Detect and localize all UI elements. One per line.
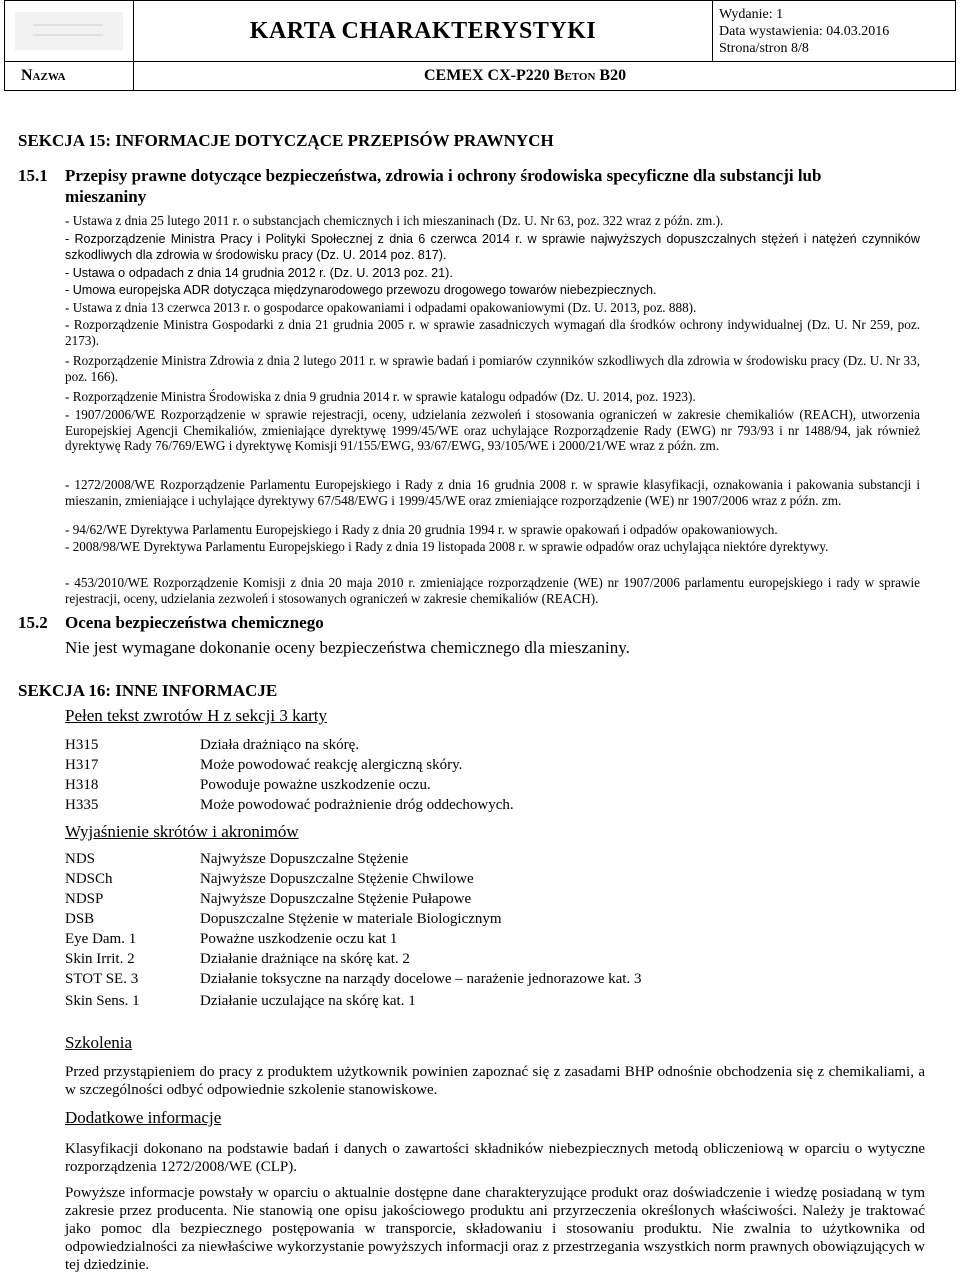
abbr-text: Działanie toksyczne na narządy docelowe – narażenie jednorazowe kat. 3	[200, 971, 642, 987]
list-item: - 94/62/WE Dyrektywa Parlamentu Europejskiego i Rady z dnia 20 grudnia 1994 r. w sprawie opakowań i odpadów opakowaniowych.	[65, 522, 778, 537]
list-item: - Ustawa z dnia 13 czerwca 2013 r. o gospodarce opakowaniami i odpadami opakowaniowymi (Dz. U. 2013, poz. 888).	[65, 300, 697, 315]
list-item: - Ustawa z dnia 25 lutego 2011 r. o substancjach chemicznych i ich mieszaninach (Dz. U. Nr 63, poz. 322 wraz z późn. zm.).	[65, 213, 724, 228]
list-item: - Rozporządzenie Ministra Gospodarki z dnia 21 grudnia 2005 r. w sprawie zasadniczych wymagań dla środków ochrony indywidualnej (Dz. U. Nr 259, poz. 2173).	[65, 317, 920, 348]
abbr-code: Skin Irrit. 2	[65, 951, 135, 967]
list-item: - Umowa europejska ADR dotycząca międzynarodowego przewozu drogowego towarów niebezpiecznych.	[65, 283, 657, 297]
abbreviations-header: Wyjaśnienie skrótów i akronimów	[65, 822, 299, 841]
h-code: H315	[65, 737, 99, 753]
document-info	[713, 1, 956, 62]
subsection-15-2-title: Ocena bezpieczeństwa chemicznego	[65, 613, 324, 632]
h-code: H318	[65, 777, 99, 793]
abbr-text: Najwyższe Dopuszczalne Stężenie Chwilowe	[200, 871, 474, 887]
abbr-code: Skin Sens. 1	[65, 993, 140, 1009]
h-text: Powoduje poważne uszkodzenie oczu.	[200, 777, 431, 793]
additional-info-text-2: Powyższe informacje powstały w oparciu o aktualnie dostępne dane charakteryzujące produkt oraz doświadczenie i wiedzę posiadaną w tym zakresie przez producenta. Nie stanowią one opisu jakościowego produktu ani przyrzeczenia określonych właściwości. Należy je traktować jako pomoc dla bezpiecznego postępowania w transporcie, składowaniu i stosowaniu produktu. Nie zwalnia to użytkownika od odpowiedzialności za niewłaściwe wykorzystanie powyższych informacji oraz z przestrzegania wszystkich norm prawnych obowiązujących w tej dziedzinie.	[65, 1185, 925, 1273]
h-phrases-header: Pełen tekst zwrotów H z sekcji 3 karty	[65, 706, 328, 725]
product-name: CEMEX CX-P220 Beton B20	[134, 62, 956, 91]
abbr-code: NDSP	[65, 891, 104, 907]
abbr-text: Dopuszczalne Stężenie w materiale Biologicznym	[200, 911, 502, 927]
document-title: KARTA CHARAKTERYSTYKI	[134, 1, 713, 62]
subsection-15-1-title-cont: mieszaniny	[65, 187, 147, 206]
training-header: Szkolenia	[65, 1033, 133, 1052]
abbr-text: Działanie drażniące na skórę kat. 2	[200, 951, 410, 967]
section-16-title: SEKCJA 16: INNE INFORMACJE	[18, 681, 278, 700]
additional-info-text-1: Klasyfikacji dokonano na podstawie badań i danych o zawartości składników niebezpiecznych metodą obliczeniową w oparciu o wytyczne rozporządzenia 1272/2008/WE (CLP).	[65, 1141, 925, 1175]
list-item: - Rozporządzenie Ministra Pracy i Polityki Społecznej z dnia 6 czerwca 2014 r. w sprawie najwyższych dopuszczalnych stężeń i natężeń czynników szkodliwych dla zdrowia w środowisku pracy (Dz. U. 2014 poz. 817).	[65, 232, 920, 262]
subsection-15-2-text: Nie jest wymagane dokonanie oceny bezpieczeństwa chemicznego dla mieszaniny.	[65, 638, 630, 657]
list-item: - 1907/2006/WE Rozporządzenie w sprawie rejestracji, oceny, udzielania zezwoleń i stosowania ograniczeń w zakresie chemikaliów (REACH), utworzenia Europejskiej Agencji Chemikaliów, zmieniające dyrektywę 1999/45/WE oraz uchylające Rozporządzenie Rady (EWG) nr 793/93 i nr 1488/94, jak również dyrektywę Rady 76/769/EWG i dyrektywę Komisji 91/155/EWG, 93/67/EWG, 93/105/WE i 2000/21/WE wraz z późn. zm.	[65, 407, 920, 454]
abbr-text: Działanie uczulające na skórę kat. 1	[200, 993, 416, 1009]
additional-info-header: Dodatkowe informacje	[65, 1108, 222, 1127]
company-logo	[5, 1, 134, 62]
document-header	[4, 0, 956, 86]
abbr-code: DSB	[65, 911, 95, 927]
subsection-15-1-title: Przepisy prawne dotyczące bezpieczeństwa, zdrowia i ochrony środowiska specyficzne dla substancji lub	[65, 166, 822, 185]
subsection-15-1-number: 15.1	[18, 166, 48, 185]
list-item: - Rozporządzenie Ministra Zdrowia z dnia 2 lutego 2011 r. w sprawie badań i pomiarów czynników szkodliwych dla zdrowia w środowisku pracy (Dz. U. Nr 33, poz. 166).	[65, 353, 920, 384]
abbr-text: Najwyższe Dopuszczalne Stężenie Pułapowe	[200, 891, 472, 907]
abbr-text: Poważne uszkodzenie oczu kat 1	[200, 931, 398, 947]
abbr-code: NDS	[65, 851, 96, 867]
abbr-text: Najwyższe Dopuszczalne Stężenie	[200, 851, 409, 867]
issue-date: Data wystawienia: 04.03.2016	[719, 23, 890, 39]
list-item: - 453/2010/WE Rozporządzenie Komisji z dnia 20 maja 2010 r. zmieniające rozporządzenie (WE) nr 1907/2006 parlamentu europejskiego i rady w sprawie rejestracji, oceny, udzielania zezwoleń i stosowanych ograniczeń w zakresie chemikaliów (REACH).	[65, 575, 920, 606]
name-label: Nazwa	[5, 62, 134, 91]
h-code: H317	[65, 757, 99, 773]
section-15-title: SEKCJA 15: INFORMACJE DOTYCZĄCE PRZEPISÓW PRAWNYCH	[18, 131, 554, 150]
abbr-code: STOT SE. 3	[65, 971, 139, 987]
list-item: - 2008/98/WE Dyrektywa Parlamentu Europejskiego i Rady z dnia 19 listopada 2008 r. w sprawie odpadów oraz uchylająca niektóre dyrektywy.	[65, 539, 829, 554]
abbr-code: Eye Dam. 1	[65, 931, 137, 947]
edition: Wydanie: 1	[719, 6, 784, 22]
list-item: - 1272/2008/WE Rozporządzenie Parlamentu Europejskiego i Rady z dnia 16 grudnia 2008 r. w sprawie klasyfikacji, oznakowania i pakowania substancji i mieszanin, zmieniające i uchylające dyrektywy 67/548/EWG i 1999/45/WE oraz zmieniające rozporządzenie (WE) nr 1907/2006 wraz z późn. zm.	[65, 477, 920, 508]
h-code: H335	[65, 797, 99, 813]
abbr-code: NDSCh	[65, 871, 113, 887]
list-item: - Rozporządzenie Ministra Środowiska z dnia 9 grudnia 2014 r. w sprawie katalogu odpadów (Dz. U. 2014, poz. 1923).	[65, 389, 696, 404]
training-text: Przed przystąpieniem do pracy z produktem użytkownik powinien zapoznać się z zasadami BHP odnośnie obchodzenia się z chemikaliami, a w szczególności odbyć odpowiednie szkolenie stanowiskowe.	[65, 1064, 925, 1098]
h-text: Działa drażniąco na skórę.	[200, 737, 360, 753]
list-item: - Ustawa o odpadach z dnia 14 grudnia 2012 r. (Dz. U. 2013 poz. 21).	[65, 266, 453, 280]
page-number: Strona/stron 8/8	[719, 40, 809, 56]
subsection-15-2-number: 15.2	[18, 613, 48, 632]
h-text: Może powodować podrażnienie dróg oddechowych.	[200, 797, 514, 813]
h-text: Może powodować reakcję alergiczną skóry.	[200, 757, 463, 773]
